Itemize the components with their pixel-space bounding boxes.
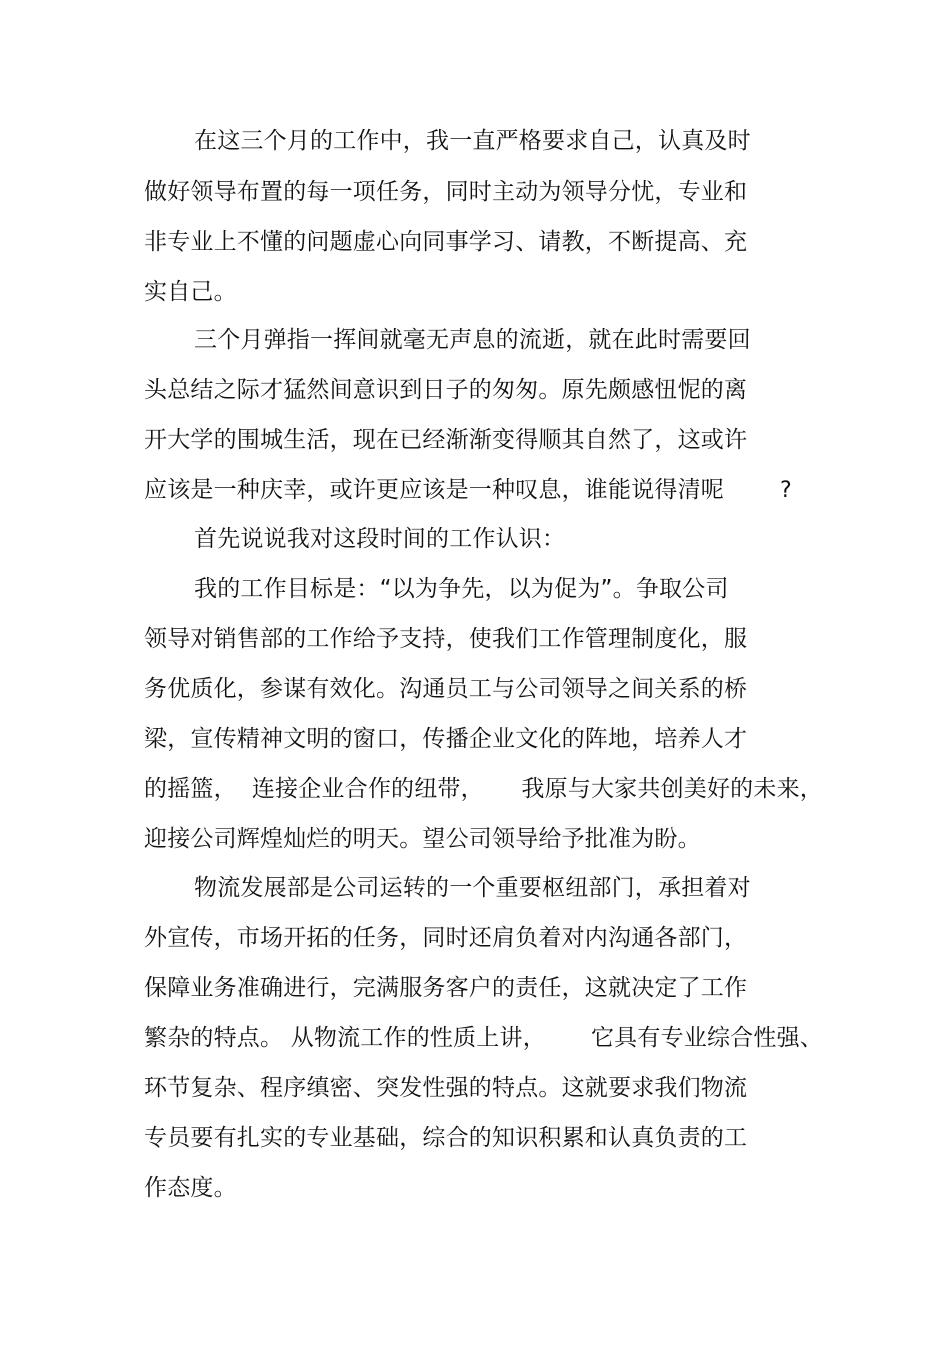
paragraph-5-line-6: 专员要有扎实的专业基础，综合的知识积累和认真负责的工	[144, 1125, 748, 1151]
paragraph-1-line-2: 做好领导布置的每一项任务，同时主动为领导分忧，专业和	[144, 179, 748, 205]
paragraph-5-line-1: 物流发展部是公司运转的一个重要枢纽部门，承担着对	[194, 875, 751, 901]
paragraph-4-line-4: 梁，宣传精神文明的窗口，传播企业文化的阵地，培养人才	[144, 726, 748, 752]
paragraph-2-line-1: 三个月弹指一挥间就毫无声息的流逝，就在此时需要回	[194, 327, 751, 353]
paragraph-5-line-5: 环节复杂、程序缜密、突发性强的特点。这就要求我们物流	[144, 1075, 748, 1101]
paragraph-1-line-3: 非专业上不懂的问题虚心向同事学习、请教，不断提高、充	[144, 229, 748, 255]
paragraph-4-line-5: 的摇篮， 连接企业合作的纽带， 我原与大家共创美好的未来，	[144, 776, 823, 802]
paragraph-5-line-4: 繁杂的特点。 从物流工作的性质上讲， 它具有专业综合性强、	[144, 1025, 823, 1051]
paragraph-5-line-2: 外宣传，市场开拓的任务，同时还肩负着对内沟通各部门，	[144, 925, 748, 951]
paragraph-1-line-4: 实自己。	[144, 279, 237, 305]
paragraph-4-line-1: 我的工作目标是：“以为争先，以为促为”。争取公司	[194, 576, 729, 602]
paragraph-4-line-6: 迎接公司辉煌灿烂的明天。望公司领导给予批准为盼。	[144, 826, 701, 852]
paragraph-5-line-3: 保障业务准确进行，完满服务客户的责任，这就决定了工作	[144, 975, 748, 1001]
question-mark: ?	[780, 478, 792, 503]
paragraph-2-line-4: 应该是一种庆幸，或许更应该是一种叹息，谁能说得清呢	[144, 477, 724, 503]
paragraph-4-line-2: 领导对销售部的工作给予支持，使我们工作管理制度化，服	[144, 626, 748, 652]
paragraph-3-line-1: 首先说说我对这段时间的工作认识：	[194, 526, 566, 552]
paragraph-5-line-7: 作态度。	[144, 1175, 237, 1201]
paragraph-2-line-2: 头总结之际才猛然间意识到日子的匆匆。原先颇感忸怩的离	[144, 377, 748, 403]
paragraph-2-line-3: 开大学的围城生活，现在已经渐渐变得顺其自然了，这或许	[144, 427, 748, 453]
paragraph-4-line-3: 务优质化，参谋有效化。沟通员工与公司领导之间关系的桥	[144, 676, 748, 702]
paragraph-1-line-1: 在这三个月的工作中，我一直严格要求自己，认真及时	[194, 128, 751, 154]
